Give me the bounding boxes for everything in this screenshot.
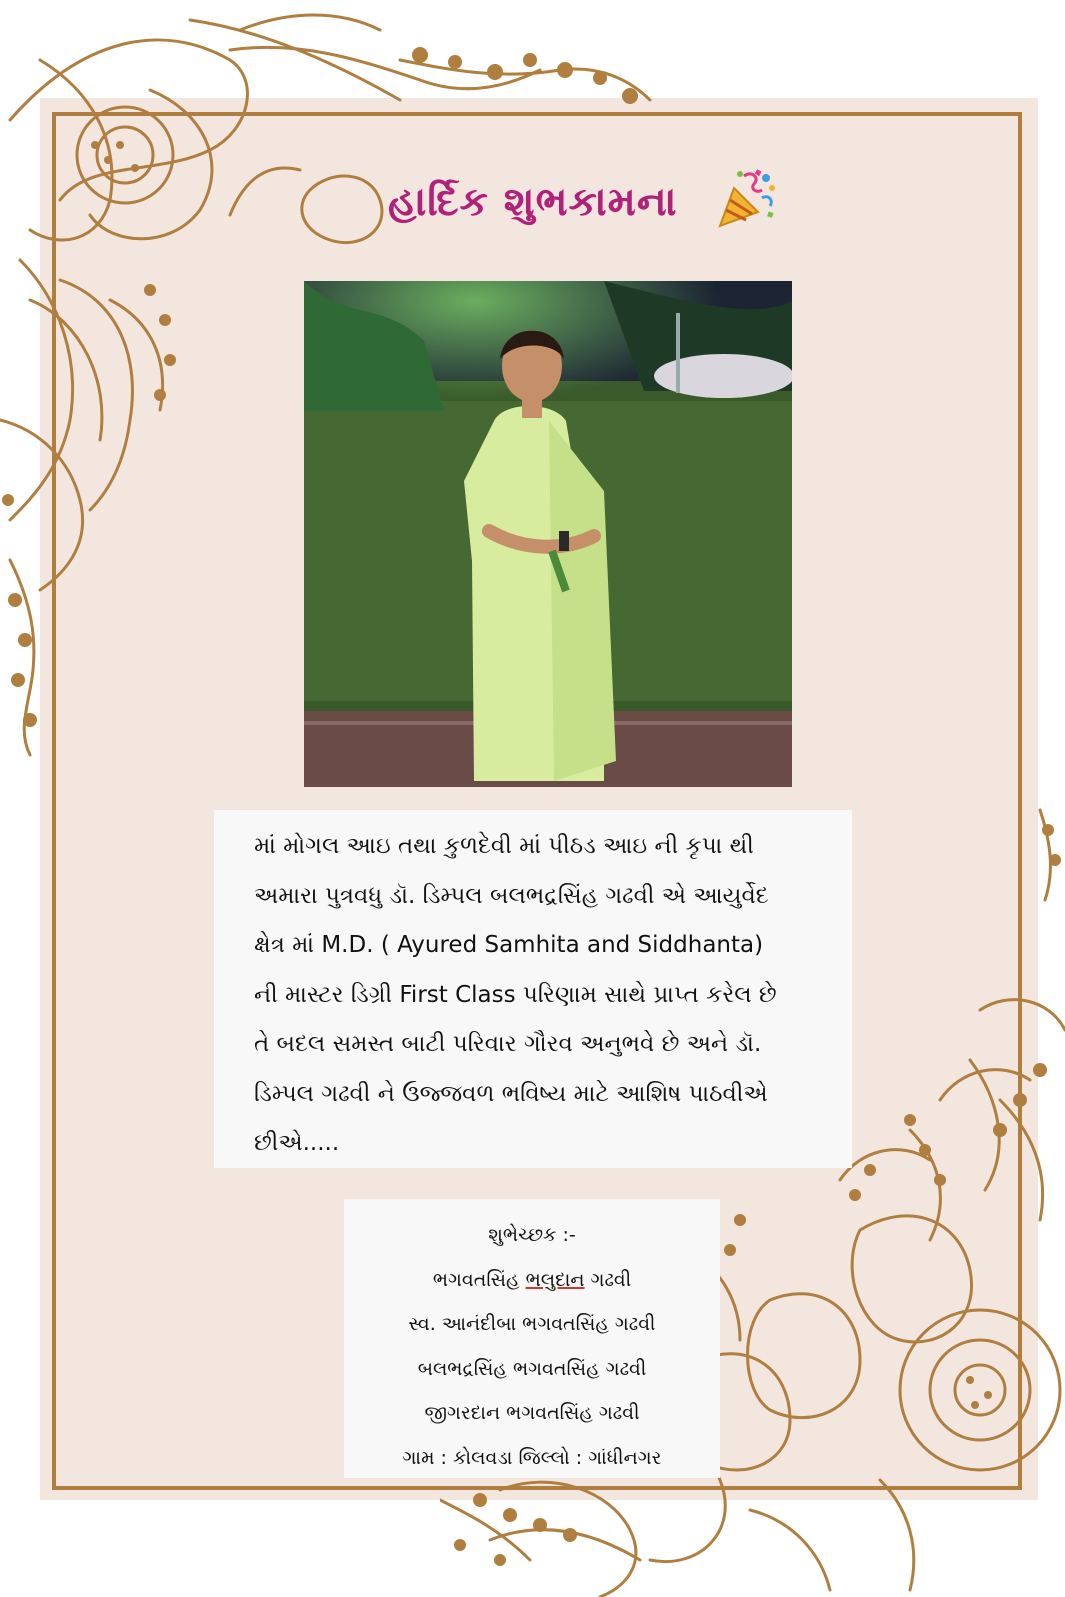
message-line: ક્ષેત્ર માં M.D. ( Ayured Samhita and Siddhanta) bbox=[254, 932, 764, 958]
well-wisher-line: સ્વ. આનંદીબા ભગવતસિંહ ગઢવી bbox=[408, 1313, 656, 1335]
card-title: હાર્દિક શુભકામના bbox=[388, 179, 678, 225]
message-line: માં મોગલ આઇ તથા કુળદેવી માં પીઠડ આઇ ની કૃપા થી bbox=[254, 833, 754, 859]
well-wisher-name-part: ભગવતસિંહ bbox=[432, 1268, 526, 1291]
message-card bbox=[214, 810, 852, 1168]
well-wisher-line bbox=[344, 1258, 720, 1303]
message-line: ડિમ્પલ ગઢવી ને ઉજ્જવળ ભવિષ્ય માટે આશિષ પાઠવીએ bbox=[254, 1080, 768, 1107]
well-wisher-line: જીગરદાન ભગવતસિંહ ગઢવી bbox=[424, 1402, 640, 1424]
message-line: તે બદલ સમસ્ત બાટી પરિવાર ગૌરવ અનુભવે છે અને ડૉ. bbox=[254, 1031, 762, 1057]
message-line: ની માસ્ટર ડિગ્રી First Class પરિણામ સાથે પ્રાપ્ત કરેલ છે bbox=[254, 981, 777, 1008]
well-wishers-heading: શુભેચ્છક :- bbox=[488, 1224, 576, 1246]
portrait-photo bbox=[304, 281, 792, 787]
message-line: છીએ..... bbox=[254, 1130, 340, 1156]
well-wisher-line: બલભદ્રસિંહ ભગવતસિંહ ગઢવી bbox=[417, 1357, 647, 1380]
village-district-line: ગામ : કોલવડા જિલ્લો : ગાંધીનગર bbox=[402, 1446, 662, 1469]
portrait-photo-illustration bbox=[304, 281, 792, 787]
well-wisher-name-underlined: ભલુદાન bbox=[525, 1268, 585, 1291]
party-popper-icon bbox=[716, 168, 778, 230]
message-line: અમારા પુત્રવધુ ડૉ. ડિમ્પલ બલભદ્રસિંહ ગઢવી એ આયુર્વેદ bbox=[254, 882, 769, 909]
well-wishers-card bbox=[344, 1199, 720, 1478]
well-wisher-name-part: ગઢવી bbox=[584, 1268, 632, 1291]
